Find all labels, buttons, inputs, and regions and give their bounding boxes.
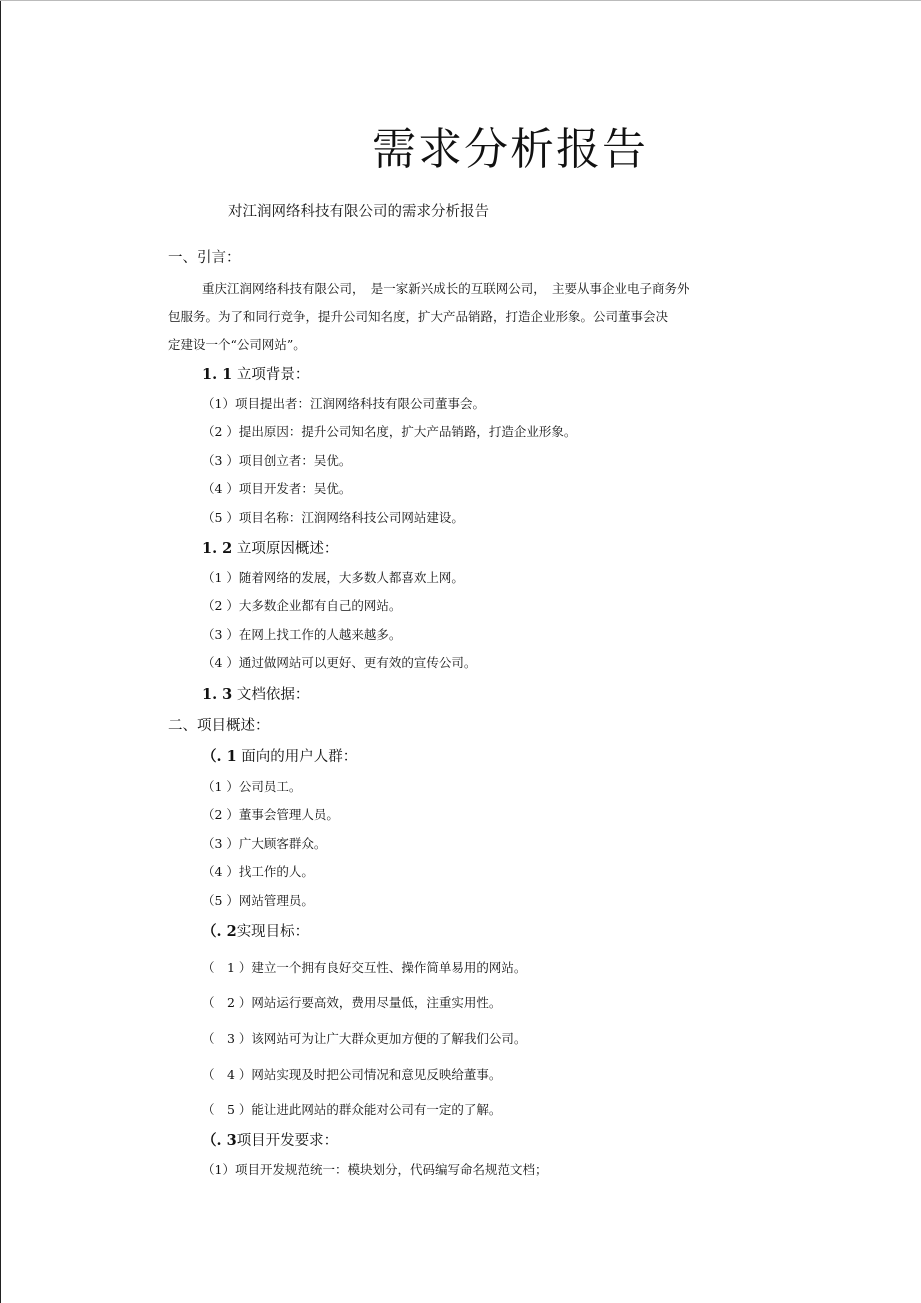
- subsection-heading-1-2: [202, 542, 338, 557]
- page-border: [0, 0, 1, 1303]
- intro-paragraph-line: 包服务。为了和同行竞争，提升公司知名度，扩大产品销路，打造企业形象。公司董事会决: [168, 309, 669, 324]
- list-item: （3 ）广大顾客群众。: [202, 836, 327, 851]
- document-subtitle: 对江润网络科技有限公司的需求分析报告: [228, 204, 489, 220]
- list-item: （1）项目开发规范统一：模块划分，代码编写命名规范文档；: [202, 1162, 548, 1177]
- subsection-number: 1. 2: [202, 540, 233, 557]
- section-heading-overview: 二、项目概述：: [168, 718, 270, 734]
- list-item: （2 ）大多数企业都有自己的网站。: [202, 598, 402, 613]
- subsection-number: （. 2: [202, 923, 237, 940]
- subsection-label: 文档依据：: [232, 687, 310, 703]
- subsection-heading-1-1: [202, 368, 309, 383]
- list-item: （4 ）找工作的人。: [202, 864, 314, 879]
- subsection-number: （. 1: [202, 748, 237, 765]
- list-item: （5 ）网站管理员。: [202, 893, 314, 908]
- list-item: （1 ）公司员工。: [202, 779, 302, 794]
- subsection-number: 1. 1: [202, 366, 233, 383]
- subsection-heading-2-3: [202, 1134, 338, 1149]
- list-item: （ 5 ）能让进此网站的群众能对公司有一定的了解。: [202, 1102, 502, 1117]
- subsection-number: 1. 3: [202, 686, 233, 703]
- subsection-number: （. 3: [202, 1132, 237, 1149]
- list-item: （ 2 ）网站运行要高效，费用尽量低，注重实用性。: [202, 995, 502, 1010]
- list-item: （3 ）在网上找工作的人越来越多。: [202, 627, 402, 642]
- section-heading-intro: 一、引言：: [168, 250, 241, 266]
- intro-paragraph-line: 定建设一个“公司网站”。: [168, 337, 306, 352]
- list-item: （3 ）项目创立者：吴优。: [202, 453, 352, 468]
- list-item: （4 ）通过做网站可以更好、更有效的宣传公司。: [202, 655, 477, 670]
- list-item: （ 1 ）建立一个拥有良好交互性、操作简单易用的网站。: [202, 960, 527, 975]
- subsection-label: 立项原因概述：: [232, 541, 339, 557]
- subsection-label: 面向的用户人群：: [236, 749, 358, 765]
- list-item: （5 ）项目名称：江润网络科技公司网站建设。: [202, 510, 464, 525]
- page-border-top: [0, 0, 921, 1]
- list-item: （1）项目提出者：江润网络科技有限公司董事会。: [202, 396, 485, 411]
- subsection-label: 立项背景：: [232, 367, 310, 383]
- subsection-label: 实现目标：: [236, 924, 310, 940]
- list-item: （1 ）随着网络的发展，大多数人都喜欢上网。: [202, 570, 464, 585]
- subsection-heading-2-2: [202, 925, 309, 940]
- list-item: （2 ）提出原因：提升公司知名度，扩大产品销路，打造企业形象。: [202, 424, 577, 439]
- list-item: （4 ）项目开发者：吴优。: [202, 481, 352, 496]
- list-item: （ 3 ）该网站可为让广大群众更加方便的了解我们公司。: [202, 1031, 527, 1046]
- subsection-label: 项目开发要求：: [236, 1133, 339, 1149]
- subsection-heading-1-3: [202, 688, 309, 703]
- list-item: （ 4 ）网站实现及时把公司情况和意见反映给董事。: [202, 1067, 502, 1082]
- list-item: （2 ）董事会管理人员。: [202, 807, 339, 822]
- subsection-heading-2-1: [202, 750, 357, 765]
- intro-paragraph-line: 重庆江润网络科技有限公司， 是一家新兴成长的互联网公司， 主要从事企业电子商务外: [202, 281, 690, 296]
- document-title: 需求分析报告: [372, 124, 648, 175]
